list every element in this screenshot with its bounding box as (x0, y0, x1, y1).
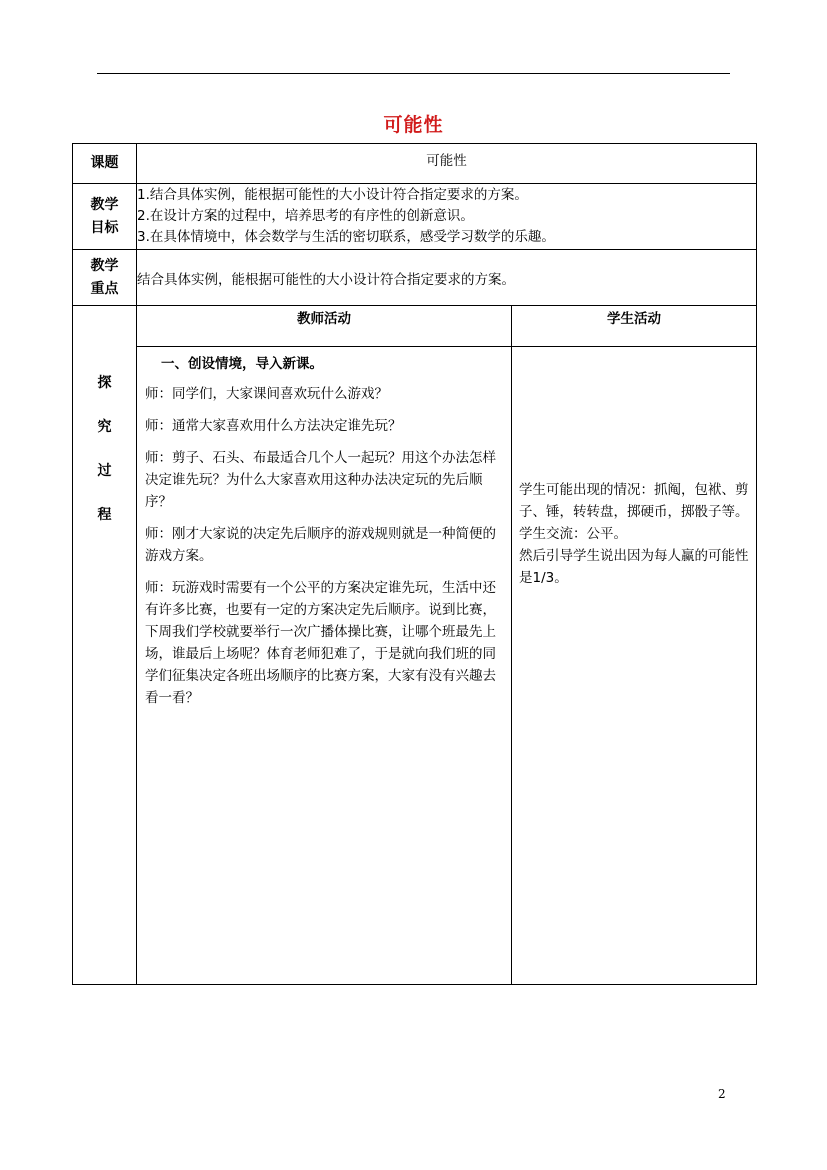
activity-content-row (73, 347, 757, 985)
goal-item: 2.在设计方案的过程中，培养思考的有序性的创新意识。 (137, 208, 474, 224)
activity-header-row (73, 306, 757, 347)
keypoint-row (73, 250, 757, 306)
document-title: 可能性 (383, 114, 444, 136)
goals-row (73, 184, 757, 250)
keypoint-label-line2: 重点 (90, 280, 119, 297)
goals-label-line1: 教学 (90, 196, 119, 213)
lesson-plan-table (72, 143, 757, 985)
process-char: 过 (97, 463, 112, 479)
process-char: 探 (97, 375, 112, 391)
topic-row (73, 144, 757, 184)
student-header: 学生活动 (512, 306, 757, 347)
student-paragraph: 然后引导学生说出因为每人赢的可能性是1/3。 (519, 548, 749, 586)
student-paragraph: 学生交流：公平。 (519, 526, 627, 542)
teacher-paragraph: 师：通常大家喜欢用什么方法决定谁先玩？ (145, 418, 402, 434)
goals-label-line2: 目标 (90, 219, 119, 236)
process-char: 程 (97, 507, 112, 523)
process-label (73, 306, 137, 985)
student-paragraph: 学生可能出现的情况：抓阄，包袱、剪子、锤，转转盘，掷硬币，掷骰子等。 (519, 482, 749, 520)
process-char: 究 (97, 419, 112, 435)
teacher-paragraph: 师：同学们，大家课间喜欢玩什么游戏？ (145, 386, 388, 402)
page-number: 2 (718, 1087, 726, 1101)
goals-content (137, 184, 757, 250)
goals-label (73, 184, 137, 250)
teacher-paragraph: 师：刚才大家说的决定先后顺序的游戏规则就是一种简便的游戏方案。 (145, 526, 496, 564)
goal-item: 1.结合具体实例，能根据可能性的大小设计符合指定要求的方案。 (137, 187, 528, 203)
student-activity (512, 347, 757, 985)
keypoint-label-line1: 教学 (90, 257, 119, 274)
teacher-paragraph: 师：剪子、石头、布最适合几个人一起玩？用这个办法怎样决定谁先玩？为什么大家喜欢用这种办法决定玩的先后顺序？ (145, 450, 496, 510)
topic-label: 课题 (73, 144, 137, 184)
header-rule (97, 73, 730, 74)
goal-item: 3.在具体情境中，体会数学与生活的密切联系，感受学习数学的乐趣。 (137, 229, 555, 245)
topic-value: 可能性 (137, 144, 757, 184)
teacher-header: 教师活动 (137, 306, 512, 347)
keypoint-content: 结合具体实例，能根据可能性的大小设计符合指定要求的方案。 (137, 250, 757, 306)
keypoint-label (73, 250, 137, 306)
teacher-paragraph: 师：玩游戏时需要有一个公平的方案决定谁先玩，生活中还有许多比赛，也要有一定的方案决定先后顺序。说到比赛，下周我们学校就要举行一次广播体操比赛，让哪个班最先上场，谁最后上场呢？体育老师犯难了，于是就向我们班的同学们征集决定各班出场顺序的比赛方案，大家有没有兴趣去看一看？ (145, 580, 496, 706)
teacher-activity (137, 347, 512, 985)
section-heading: 一、创设情境，导入新课。 (161, 356, 323, 372)
